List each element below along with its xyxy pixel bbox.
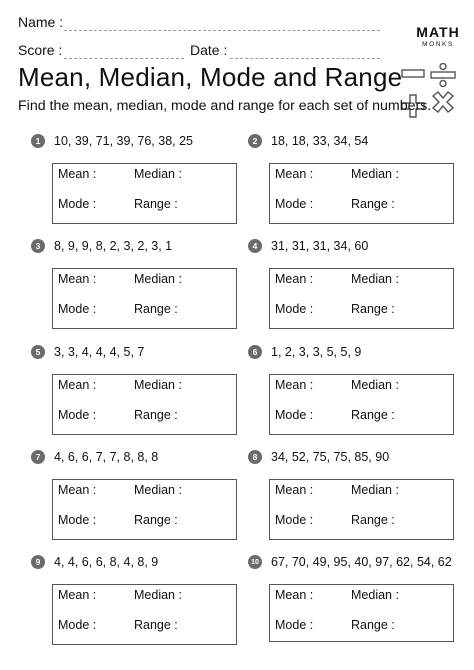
range-label: Range : [134, 197, 178, 211]
score-label: Score : [18, 42, 63, 58]
mean-label: Mean : [58, 483, 97, 497]
median-label: Median : [134, 378, 182, 392]
problem-number-badge: 8 [248, 450, 262, 464]
mode-label: Mode : [275, 302, 314, 316]
minus-icon [402, 70, 424, 77]
problem-2 [248, 133, 463, 233]
problem-4 [248, 238, 463, 338]
mean-label: Mean : [275, 588, 314, 602]
logo-sub-text: MONKS [422, 41, 454, 48]
mode-label: Mode : [58, 618, 97, 632]
problem-10 [248, 554, 463, 654]
problem-values: 4, 4, 6, 6, 8, 4, 8, 9 [54, 555, 159, 569]
mode-label: Mode : [58, 302, 97, 316]
median-label: Median : [351, 272, 399, 286]
problem-values: 34, 52, 75, 75, 85, 90 [271, 450, 390, 464]
problem-values: 3, 3, 4, 4, 4, 5, 7 [54, 345, 145, 359]
mean-label: Mean : [275, 483, 314, 497]
range-label: Range : [134, 513, 178, 527]
logo-main-text: MATH [416, 24, 460, 40]
answer-box[interactable] [52, 268, 237, 329]
range-label: Range : [351, 618, 395, 632]
name-label: Name : [18, 14, 64, 30]
problem-values: 10, 39, 71, 39, 76, 38, 25 [54, 134, 194, 148]
mode-label: Mode : [275, 618, 314, 632]
problem-1 [31, 133, 246, 233]
problem-values: 8, 9, 9, 8, 2, 3, 2, 3, 1 [54, 239, 173, 253]
mean-label: Mean : [58, 588, 97, 602]
range-label: Range : [351, 408, 395, 422]
mode-label: Mode : [58, 408, 97, 422]
problem-8 [248, 449, 463, 549]
problem-values: 18, 18, 33, 34, 54 [271, 134, 369, 148]
mean-label: Mean : [58, 272, 97, 286]
range-label: Range : [134, 302, 178, 316]
answer-box[interactable] [269, 584, 454, 642]
problem-values: 1, 2, 3, 3, 5, 5, 9 [271, 345, 362, 359]
problem-5 [31, 344, 246, 444]
mode-label: Mode : [58, 513, 97, 527]
problem-6 [248, 344, 463, 444]
answer-box[interactable] [52, 584, 237, 645]
problem-9 [31, 554, 246, 654]
score-line[interactable] [64, 58, 184, 59]
problem-number-badge: 4 [248, 239, 262, 253]
median-label: Median : [351, 588, 399, 602]
date-line[interactable] [230, 58, 380, 59]
answer-box[interactable] [269, 479, 454, 540]
mean-label: Mean : [275, 378, 314, 392]
median-label: Median : [351, 167, 399, 181]
answer-box[interactable] [269, 268, 454, 329]
problem-number-badge: 5 [31, 345, 45, 359]
math-monks-logo [416, 24, 460, 49]
problem-7 [31, 449, 246, 549]
answer-box[interactable] [52, 374, 237, 435]
range-label: Range : [351, 197, 395, 211]
mode-label: Mode : [275, 197, 314, 211]
problem-values: 67, 70, 49, 95, 40, 97, 62, 54, 62 [271, 555, 452, 569]
answer-box[interactable] [52, 479, 237, 540]
range-label: Range : [134, 408, 178, 422]
range-label: Range : [351, 302, 395, 316]
range-label: Range : [134, 618, 178, 632]
median-label: Median : [351, 378, 399, 392]
range-label: Range : [351, 513, 395, 527]
mean-label: Mean : [58, 378, 97, 392]
problem-number-badge: 1 [31, 134, 45, 148]
mean-label: Mean : [275, 272, 314, 286]
problem-number-badge: 2 [248, 134, 262, 148]
problem-number-badge: 7 [31, 450, 45, 464]
problem-number-badge: 6 [248, 345, 262, 359]
median-label: Median : [134, 588, 182, 602]
name-line[interactable] [64, 30, 380, 31]
instructions: Find the mean, median, mode and range for each set of numbers. [18, 98, 432, 114]
median-label: Median : [351, 483, 399, 497]
problem-values: 4, 6, 6, 7, 7, 8, 8, 8 [54, 450, 159, 464]
mode-label: Mode : [275, 408, 314, 422]
problem-number-badge: 10 [248, 555, 262, 569]
problem-3 [31, 238, 246, 338]
problem-number-badge: 9 [31, 555, 45, 569]
answer-box[interactable] [52, 163, 237, 224]
page-title: Mean, Median, Mode and Range [18, 62, 403, 92]
mode-label: Mode : [58, 197, 97, 211]
median-label: Median : [134, 272, 182, 286]
answer-box[interactable] [269, 374, 454, 435]
date-label: Date : [190, 42, 228, 58]
median-label: Median : [134, 167, 182, 181]
mean-label: Mean : [275, 167, 314, 181]
multiply-icon [433, 92, 453, 112]
mode-label: Mode : [275, 513, 314, 527]
problem-number-badge: 3 [31, 239, 45, 253]
problem-values: 31, 31, 31, 34, 60 [271, 239, 369, 253]
mean-label: Mean : [58, 167, 97, 181]
median-label: Median : [134, 483, 182, 497]
answer-box[interactable] [269, 163, 454, 224]
divide-icon [431, 64, 455, 87]
